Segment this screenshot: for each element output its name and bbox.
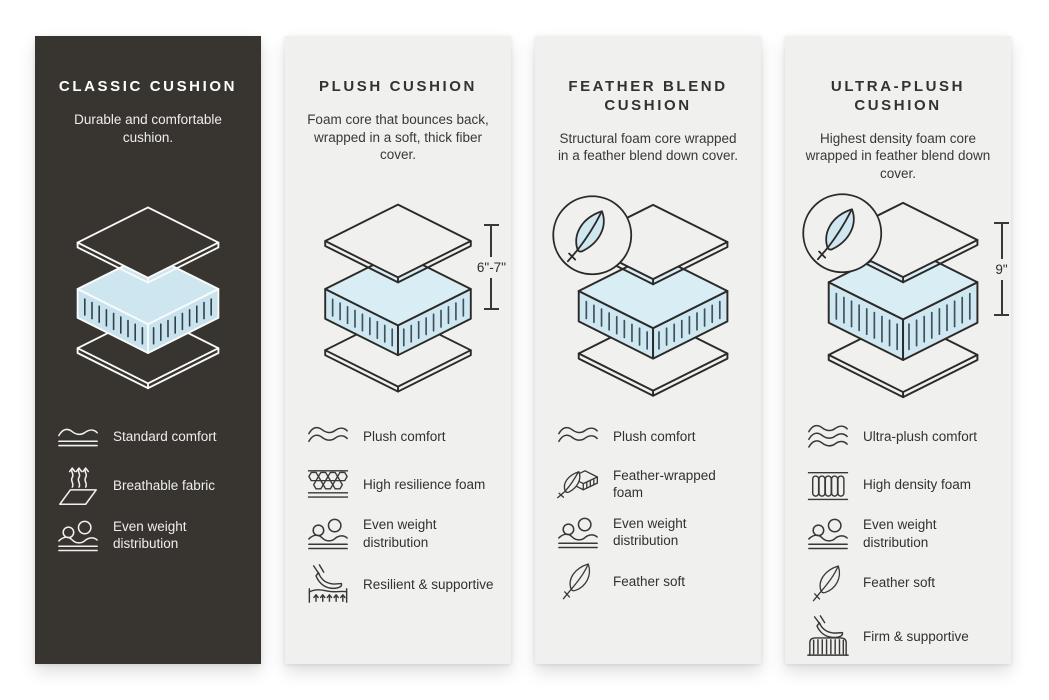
feature-label: Even weight distribution	[113, 519, 187, 552]
feature-row	[305, 516, 495, 551]
feature-list	[535, 416, 761, 601]
cushion-layers-icon	[307, 198, 489, 397]
density-foam-icon	[805, 466, 851, 504]
height-measurement	[477, 224, 506, 310]
feather-icon	[805, 563, 851, 602]
feature-label: Feather-wrapped foam	[613, 468, 716, 501]
feature-list	[35, 416, 261, 553]
feature-label: Plush comfort	[363, 429, 446, 445]
firm-icon	[805, 614, 851, 658]
feature-row	[805, 420, 995, 454]
card-header	[535, 78, 761, 188]
feature-label: High density foam	[863, 477, 972, 493]
even-weight-icon	[805, 516, 851, 550]
cushion-illustration	[535, 188, 761, 406]
feature-label: Standard comfort	[113, 429, 217, 445]
wave-double-icon	[305, 426, 351, 447]
card-header	[785, 78, 1011, 188]
resilient-icon	[305, 563, 351, 607]
card-description: Structural foam core wrapped in a feather blend down cover.	[557, 130, 739, 164]
card-title: PLUSH CUSHION	[319, 78, 477, 95]
measure-line	[1001, 280, 1003, 315]
breathable-icon	[55, 466, 101, 506]
cushion-illustration	[285, 188, 511, 406]
measure-cap	[994, 314, 1009, 316]
feature-row	[55, 420, 245, 454]
feature-row	[555, 515, 745, 550]
feature-label: High resilience foam	[363, 477, 486, 493]
feature-row	[805, 516, 995, 551]
feather-foam-icon	[555, 466, 601, 503]
height-label: 9"	[995, 261, 1008, 277]
feature-row	[555, 420, 745, 454]
feather-badge-icon	[553, 196, 631, 274]
card-title: ULTRA-PLUSH CUSHION	[830, 78, 966, 114]
cushion-illustration	[785, 188, 1011, 406]
feature-row	[805, 466, 995, 504]
card-header	[285, 78, 511, 188]
card-title: FEATHER BLEND CUSHION	[568, 78, 728, 114]
feather-icon	[555, 561, 601, 600]
even-weight-icon	[555, 515, 601, 549]
card-header	[35, 78, 261, 188]
wave-double-icon	[555, 426, 601, 447]
wave-triple-icon	[805, 424, 851, 451]
feature-label: Plush comfort	[613, 429, 696, 445]
feature-list	[785, 416, 1011, 658]
feature-row	[55, 518, 245, 553]
feature-label: Resilient & supportive	[363, 577, 494, 593]
feature-label: Even weight distribution	[363, 517, 437, 550]
feature-label: Even weight distribution	[863, 517, 937, 550]
card-description: Highest density foam core wrapped in feather blend down cover.	[805, 130, 991, 182]
feature-label: Feather soft	[613, 573, 686, 589]
measure-line	[490, 278, 492, 309]
feature-label: Firm & supportive	[863, 628, 969, 644]
measure-line	[1001, 224, 1003, 259]
card-description: Foam core that bounces back, wrapped in a soft, thick fiber cover.	[307, 111, 489, 163]
feature-label: Feather soft	[863, 574, 936, 590]
feature-label: Ultra-plush comfort	[863, 429, 978, 445]
card-description: Durable and comfortable cushion.	[74, 111, 222, 145]
feature-row	[805, 614, 995, 658]
height-measurement	[994, 222, 1009, 316]
feather-blend-cushion-card	[535, 36, 761, 664]
feature-label: Even weight distribution	[613, 515, 687, 549]
feature-row	[305, 420, 495, 454]
even-weight-icon	[305, 516, 351, 550]
measure-line	[490, 226, 492, 257]
feature-label: Breathable fabric	[113, 478, 216, 494]
feature-list	[285, 416, 511, 607]
height-label: 6"-7"	[476, 259, 506, 275]
even-weight-icon	[55, 518, 101, 552]
feature-row	[55, 466, 245, 506]
feature-row	[805, 563, 995, 602]
cushion-layers-icon	[550, 193, 746, 401]
classic-cushion-card	[35, 36, 261, 664]
feature-row	[305, 563, 495, 607]
ultra-plush-cushion-card	[785, 36, 1011, 664]
cushion-layers-icon	[800, 191, 996, 402]
cushion-layers-icon	[60, 201, 236, 393]
measure-cap	[484, 308, 499, 310]
plush-cushion-card	[285, 36, 511, 664]
wave-single-icon	[55, 425, 101, 450]
feature-row	[555, 561, 745, 600]
cushion-illustration	[35, 188, 261, 406]
feature-row	[305, 466, 495, 504]
feature-row	[555, 466, 745, 503]
card-title: CLASSIC CUSHION	[58, 78, 238, 95]
feather-badge-icon	[803, 195, 881, 273]
honeycomb-foam-icon	[305, 466, 351, 504]
